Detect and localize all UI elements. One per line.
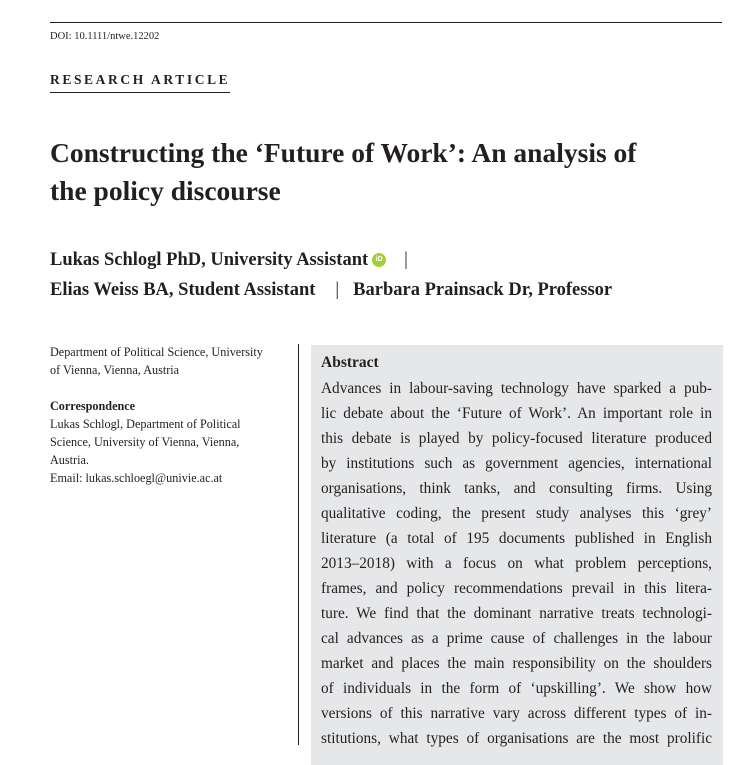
correspondence-line: Science, University of Vienna, Vienna, [50, 435, 240, 449]
article-title-line: Constructing the ‘Future of Work’: An analysis of [50, 137, 637, 168]
affiliation-line: Department of Political Science, University [50, 345, 263, 359]
orcid-icon[interactable]: iD [372, 253, 386, 267]
author-prainsack[interactable]: Barbara Prainsack Dr, Professor [353, 280, 613, 300]
abstract-panel [311, 345, 723, 765]
abstract-body [321, 376, 712, 751]
abstract-heading: Abstract [321, 354, 379, 371]
article-title [50, 134, 730, 210]
abstract-line: market and places the main responsibility on the shoulders [321, 655, 712, 672]
abstract-line: of individuals in the form of ‘upskilling’. We show how [321, 680, 712, 697]
abstract-line: versions of this narrative vary across different types of in- [321, 705, 712, 722]
author-schlogl[interactable]: Lukas Schlogl PhD, University Assistant [50, 250, 369, 270]
abstract-line: qualitative coding, the present study analyses this ‘grey’ [321, 505, 712, 522]
article-type-label: RESEARCH ARTICLE [50, 71, 230, 93]
article-title-line: the policy discourse [50, 175, 281, 206]
doi-link[interactable]: DOI: 10.1111/ntwe.12202 [50, 31, 160, 42]
abstract-line: by institutions such as government agencies, international [321, 455, 712, 472]
author-separator: | [404, 250, 408, 270]
author-separator: | [335, 280, 340, 300]
abstract-line: literature (a total of 195 documents published in English [321, 530, 712, 547]
abstract-line: lic debate about the ‘Future of Work’. An important role in [321, 405, 712, 422]
correspondence-email[interactable]: Email: lukas.schloegl@univie.ac.at [50, 471, 223, 485]
abstract-line: Advances in labour-saving technology have sparked a pub- [321, 380, 712, 397]
abstract-line: ture. We find that the dominant narrative treats technologi- [321, 605, 712, 622]
abstract-line: stitutions, what types of organisations are the most prolific [321, 730, 712, 747]
author-line-2 [50, 275, 612, 305]
column-divider [298, 344, 299, 745]
affiliation-block [50, 343, 290, 487]
correspondence-line: Lukas Schlogl, Department of Political [50, 417, 241, 431]
abstract-line: this debate is played by policy-focused literature produced [321, 430, 712, 447]
affiliation-line: of Vienna, Vienna, Austria [50, 363, 180, 377]
author-line-1 [50, 245, 612, 275]
author-list [50, 245, 612, 305]
correspondence-line: Austria. [50, 453, 89, 467]
header-rule [50, 22, 722, 23]
abstract-line: frames, and policy recommendations prevail in this litera- [321, 580, 712, 597]
spacer [50, 379, 290, 397]
correspondence-heading: Correspondence [50, 399, 136, 413]
abstract-line: 2013–2018) with a focus on what problem perceptions, [321, 555, 712, 572]
abstract-line: cal advances as a prime cause of challenges in the labour [321, 630, 712, 647]
author-weiss[interactable]: Elias Weiss BA, Student Assistant [50, 280, 316, 300]
abstract-line: organisations, think tanks, and consulting firms. Using [321, 480, 712, 497]
